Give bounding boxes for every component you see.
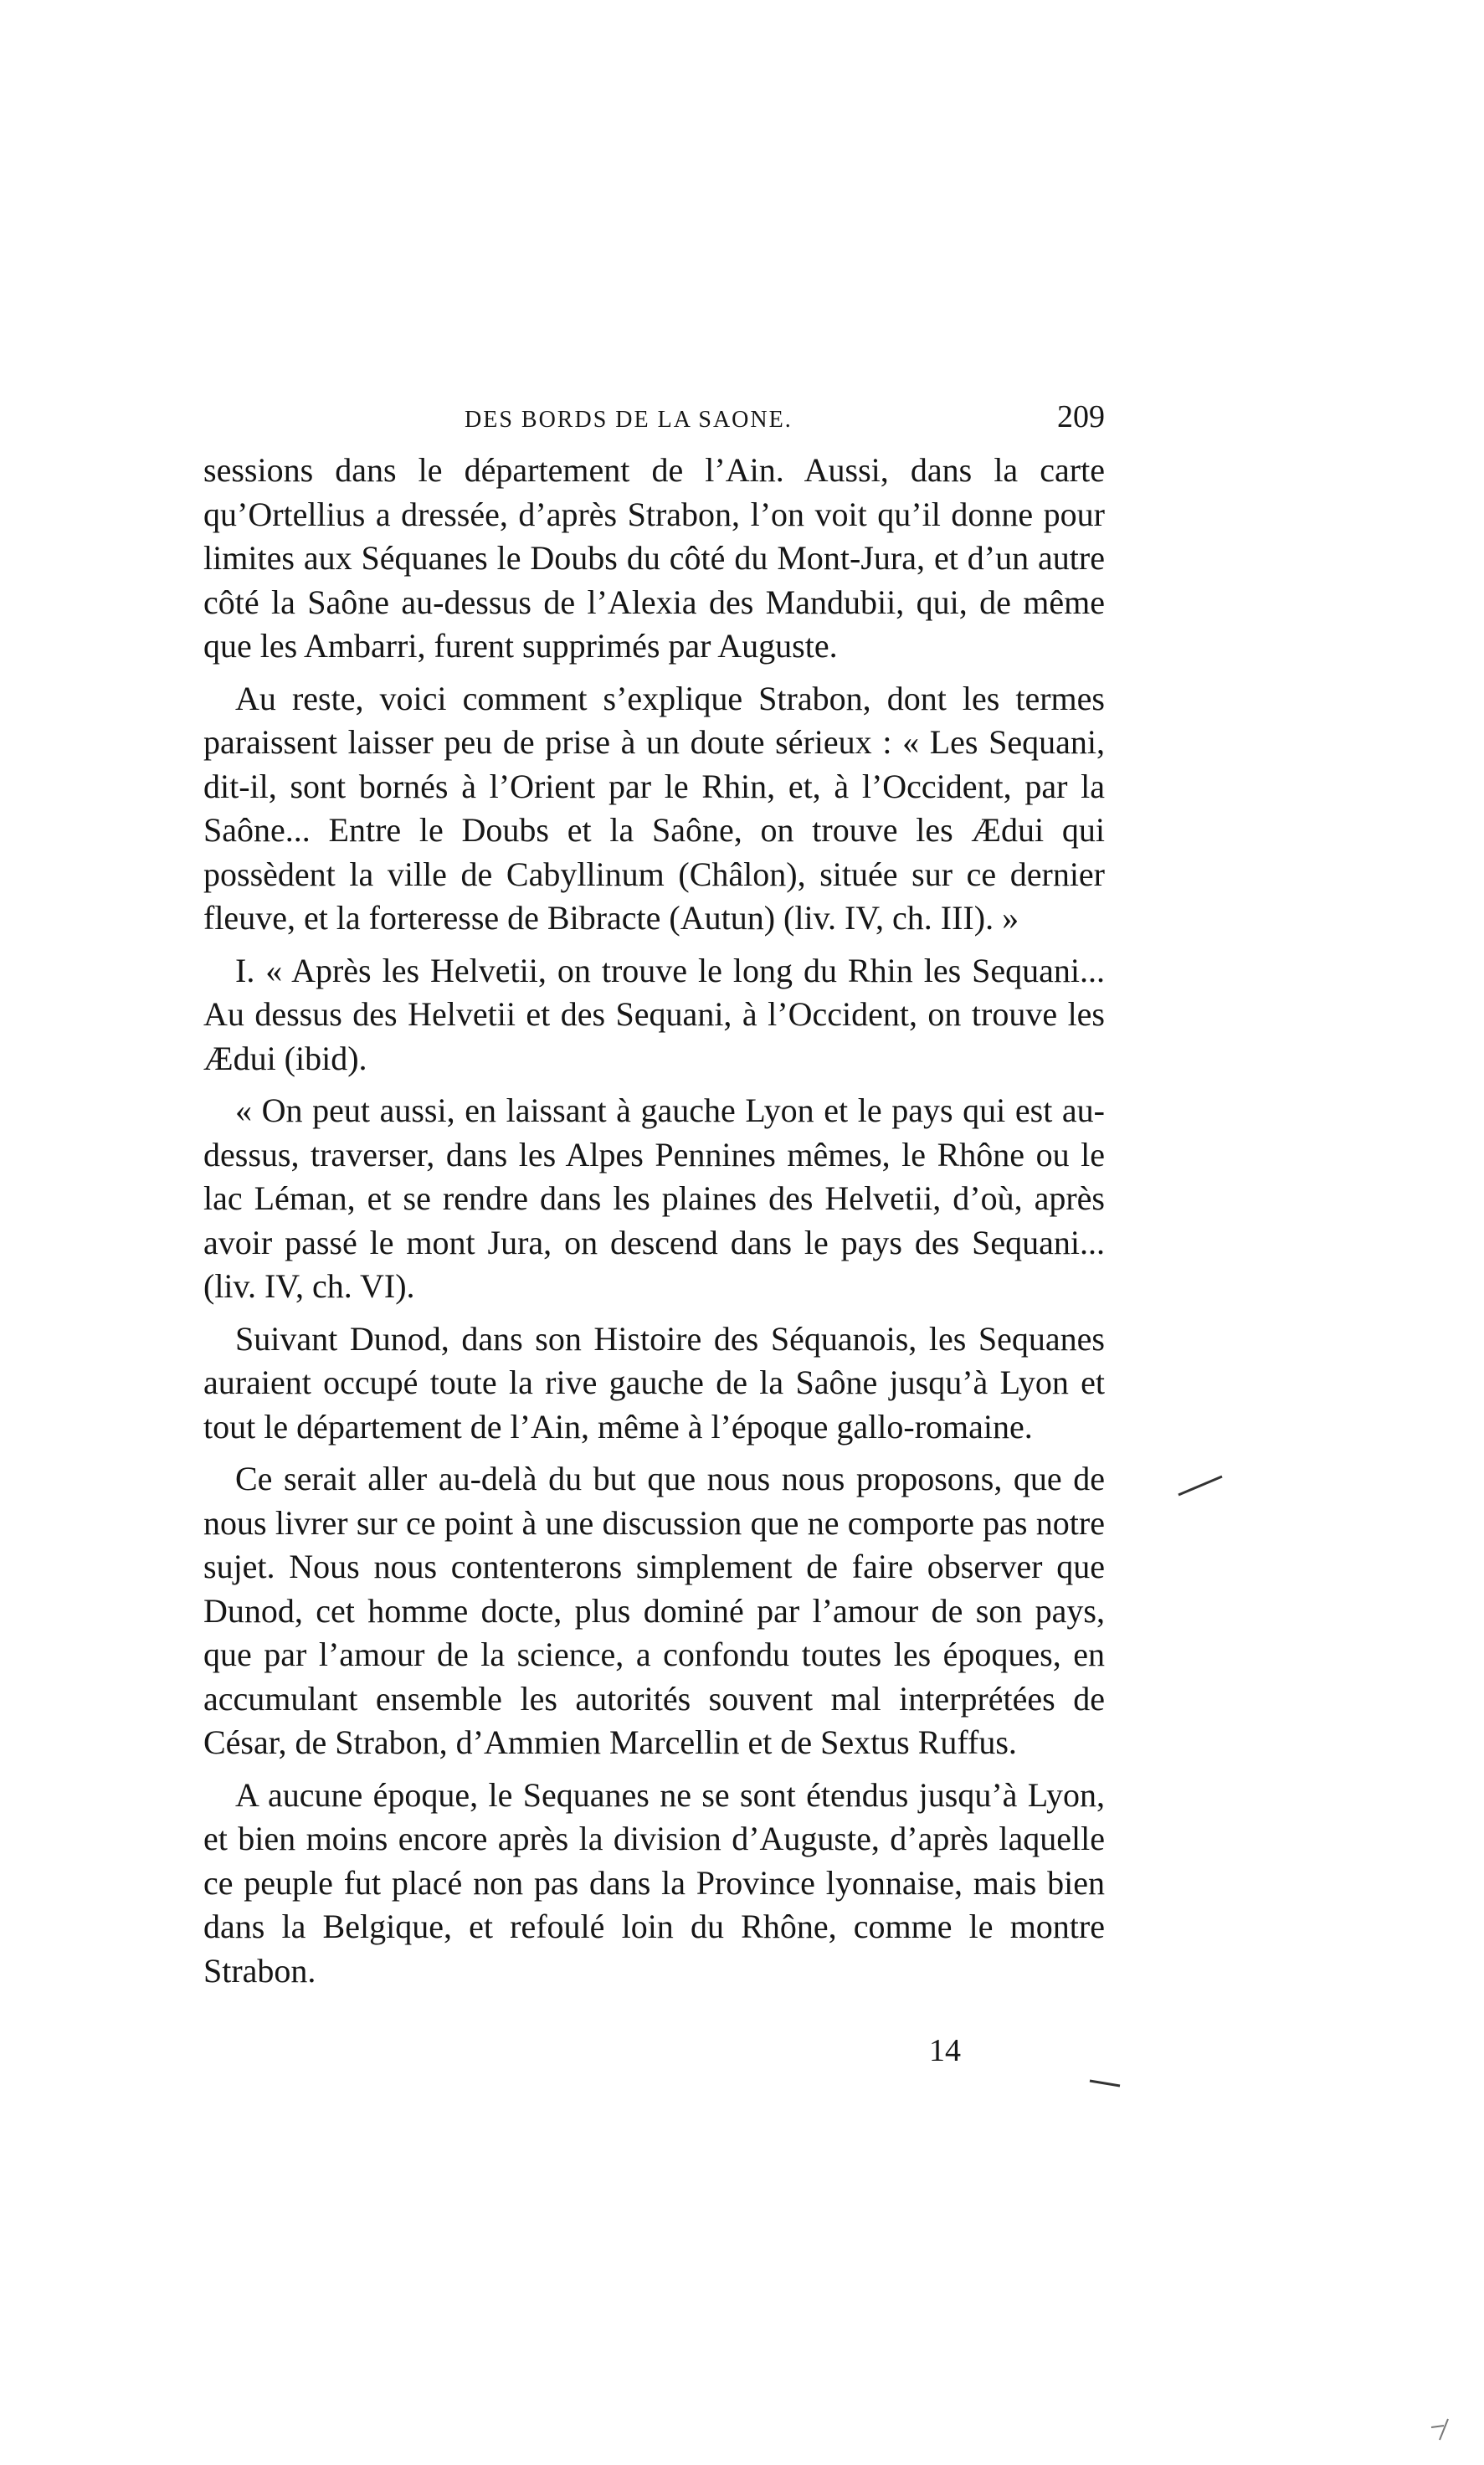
signature-mark: 14 (929, 2033, 961, 2068)
paragraph-3: I. « Après les Helvetii, on trouve le long du Rhin les Sequani... Au dessus des Helvetii et des Sequani, à l’Occident, on trouve les Ædui (ibid). (203, 951, 1105, 1077)
margin-slash-mark (1175, 1473, 1225, 1498)
body-text (203, 449, 1105, 2001)
paragraph-6: Ce serait aller au-delà du but que nous nous proposons, que de nous livrer sur ce point à une discussion que ne comporte pas notre sujet. Nous nous contenterons simplement de faire observer que Dunod, cet homme docte, plus dominé par l’amour de son pays, que par l’amour de la science, a confondu toutes les époques, en accumulant ensemble les autorités souvent mal interprétées de César, de Strabon, d’Ammien Marcellin et de Sextus Ruffus. (203, 1460, 1105, 1761)
paragraph-7: A aucune époque, le Sequanes ne se sont étendus jusqu’à Lyon, et bien moins encore après la division d’Auguste, d’après laquelle ce peuple fut placé non pas dans la Province lyonnaise, mais bien dans la Belgique, et refoulé loin du Rhône, comme le montre Strabon. (203, 1775, 1105, 1990)
corner-mark (1423, 2394, 1473, 2444)
ink-dash-mark (1088, 2074, 1122, 2091)
paragraph-4: « On peut aussi, en laissant à gauche Lyon et le pays qui est au-dessus, traverser, dans les Alpes Pennines mêmes, le Rhône ou le lac Léman, et se rendre dans les plaines des Helvetii, d’où, après avoir passé le mont Jura, on descend dans le pays des Sequani... (liv. IV, ch. VI). (203, 1091, 1105, 1305)
page-number: 209 (1057, 399, 1105, 434)
paragraph-2: Au reste, voici comment s’explique Strabon, dont les termes paraissent laisser peu de prise à un doute sérieux : « Les Sequani, dit-il, sont bornés à l’Orient par le Rhin, et, à l’Occident, par la Saône... Entre le Doubs et la Saône, on trouve les Ædui qui possèdent la ville de Cabyllinum (Châlon), située sur ce dernier fleuve, et la forteresse de Bibracte (Autun) (liv. IV, ch. III). » (203, 679, 1105, 937)
paragraph-1: sessions dans le département de l’Ain. Aussi, dans la carte qu’Ortellius a dressée, d’après Strabon, l’on voit qu’il donne pour limites aux Séquanes le Doubs du côté du Mont-Jura, et d’un autre côté la Saône au-dessus de l’Alexia des Mandubii, qui, de même que les Ambarri, furent supprimés par Auguste. (203, 451, 1105, 665)
paragraph-5: Suivant Dunod, dans son Histoire des Séquanois, les Sequanes auraient occupé toute la rive gauche de la Saône jusqu’à Lyon et tout le département de l’Ain, même à l’époque gallo-romaine. (203, 1319, 1105, 1446)
running-title: DES BORDS DE LA SAONE. (465, 407, 793, 433)
running-head (203, 398, 1105, 440)
